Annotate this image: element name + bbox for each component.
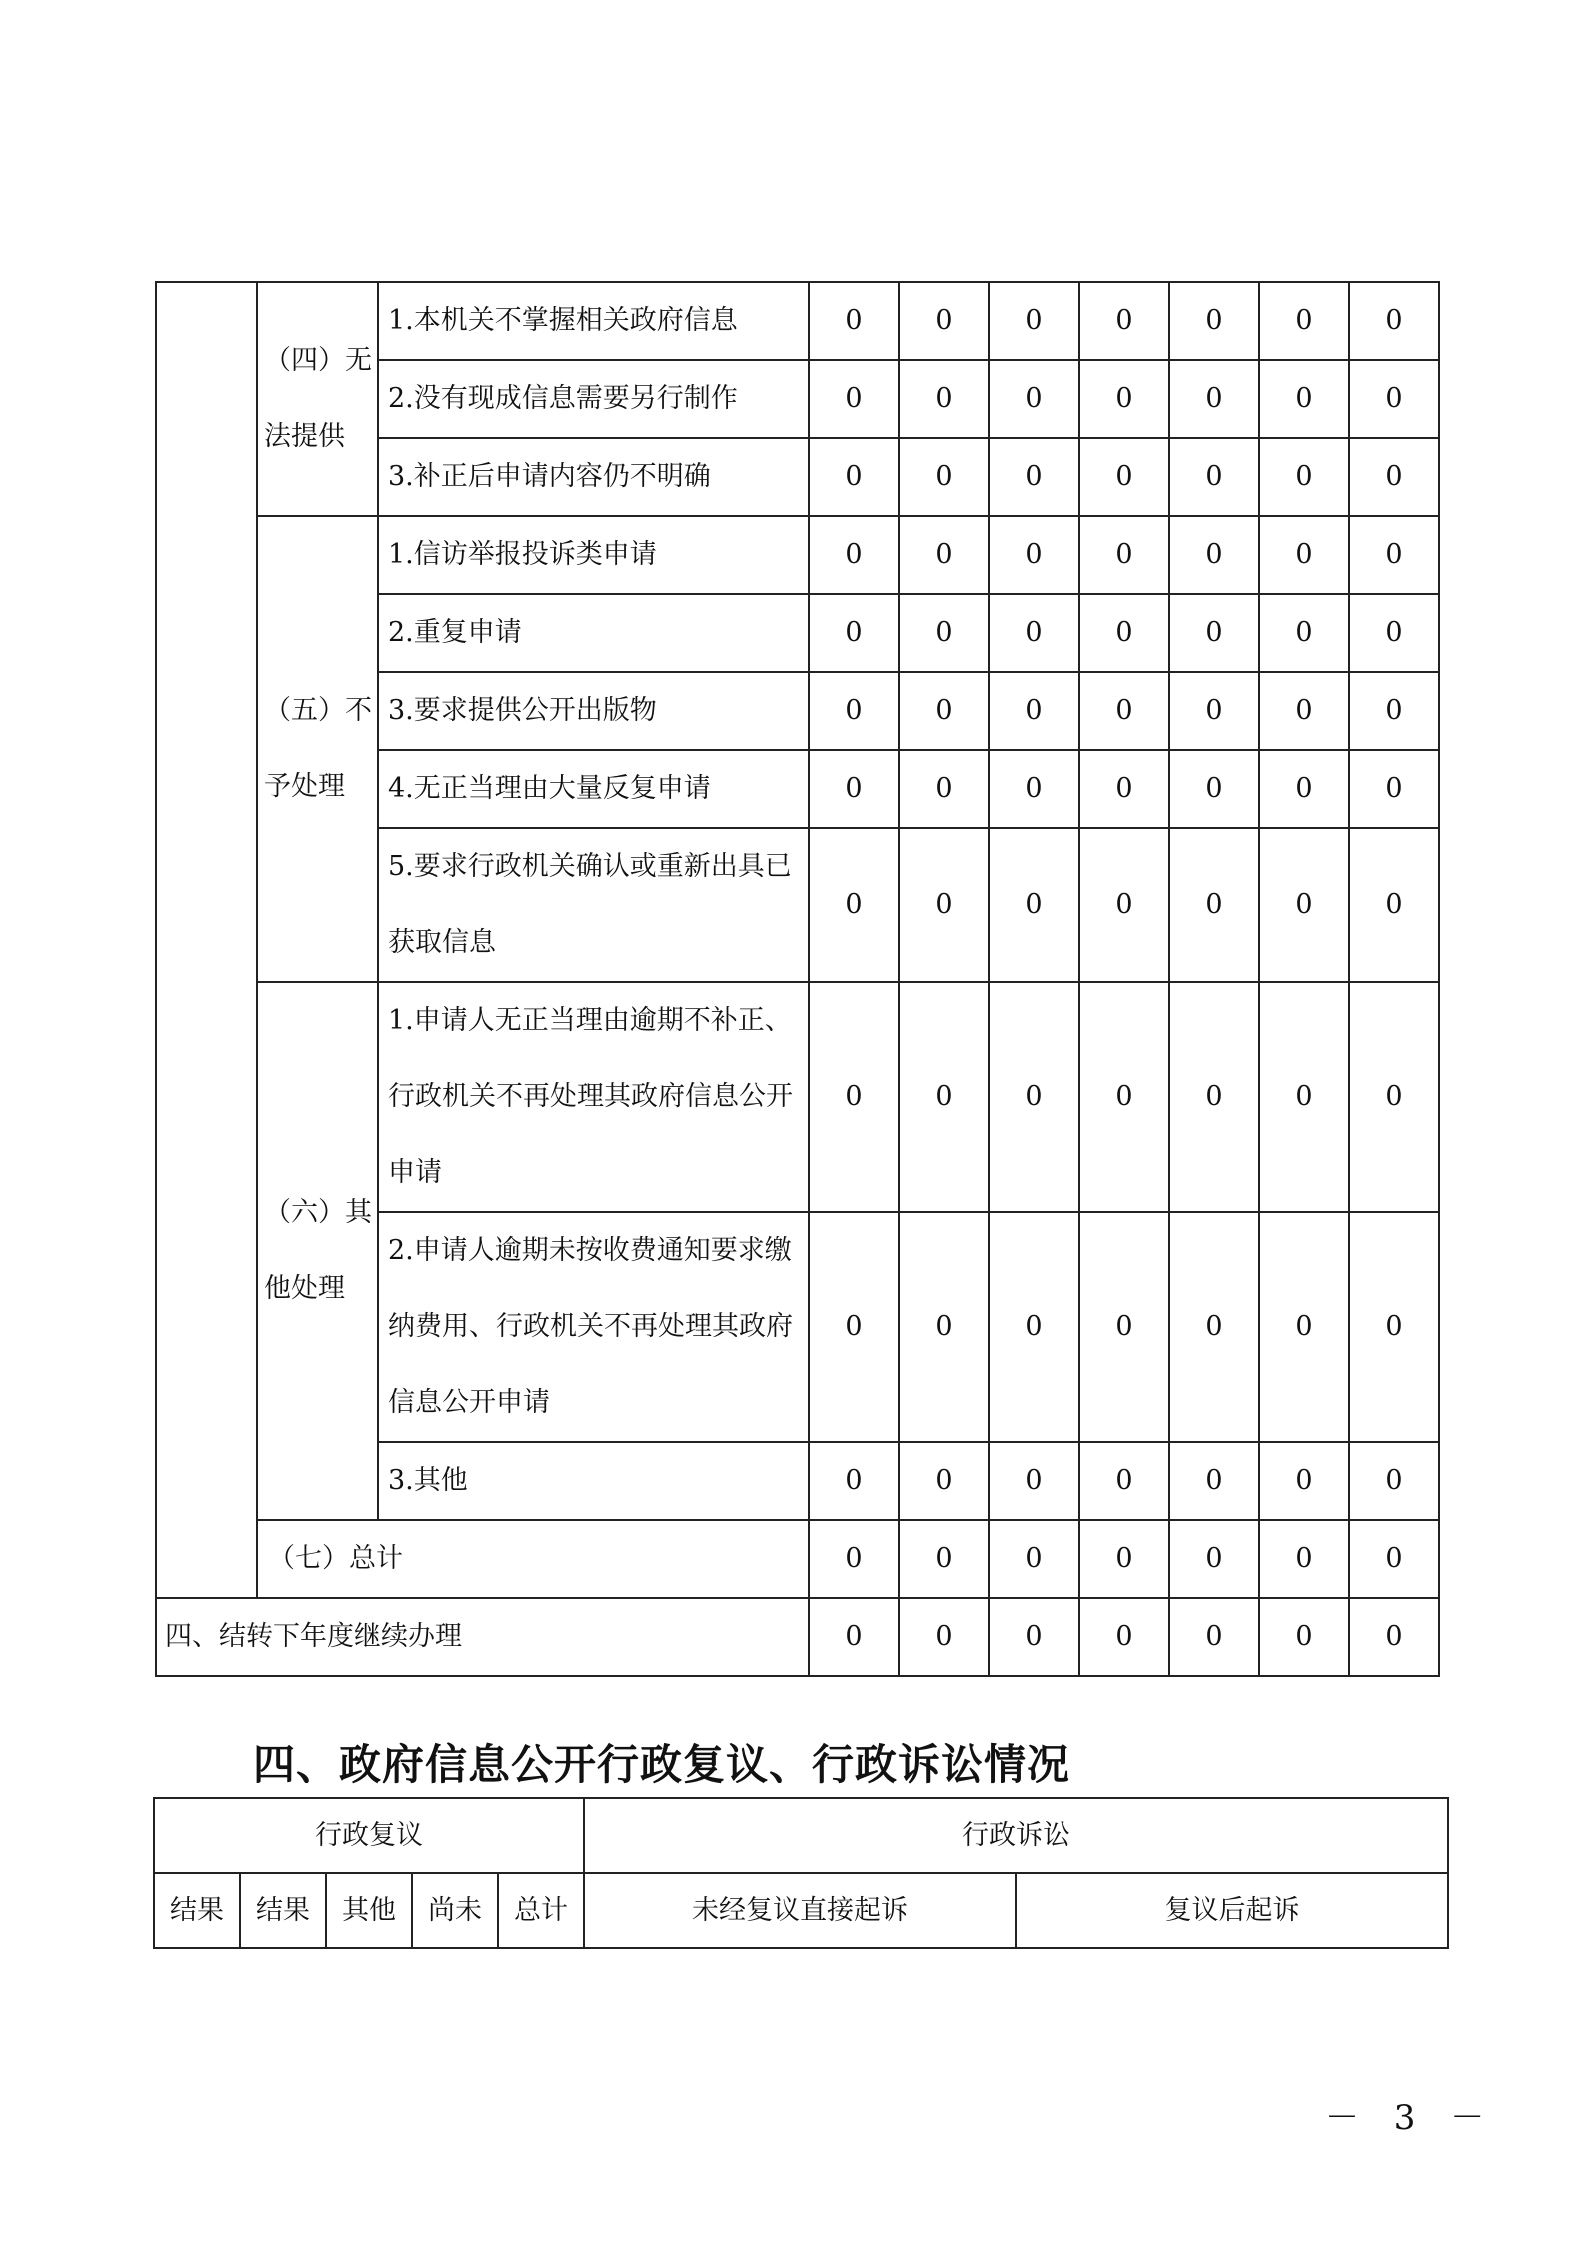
value-cell: 0 (989, 360, 1079, 438)
row-label: 3.其他 (378, 1442, 809, 1520)
subheader-cell: 复议后起诉 (1016, 1873, 1448, 1948)
value-cell: 0 (899, 438, 989, 516)
value-cell: 0 (989, 438, 1079, 516)
value-cell: 0 (1349, 1520, 1439, 1598)
row-label: 1.信访举报投诉类申请 (378, 516, 809, 594)
row-label: 2.重复申请 (378, 594, 809, 672)
header-admin-review: 行政复议 (154, 1798, 584, 1873)
value-cell: 0 (1259, 282, 1349, 360)
value-cell: 0 (1259, 1212, 1349, 1442)
value-cell: 0 (1169, 1598, 1259, 1676)
value-cell: 0 (899, 516, 989, 594)
row-label: 1.本机关不掌握相关政府信息 (378, 282, 809, 360)
value-cell: 0 (1169, 282, 1259, 360)
value-cell: 0 (1169, 1520, 1259, 1598)
value-cell: 0 (1079, 1442, 1169, 1520)
group-label: （六）其他处理 (257, 982, 378, 1520)
value-cell: 0 (899, 672, 989, 750)
value-cell: 0 (989, 982, 1079, 1212)
value-cell: 0 (989, 516, 1079, 594)
value-cell: 0 (899, 1520, 989, 1598)
value-cell: 0 (1349, 438, 1439, 516)
value-cell: 0 (989, 750, 1079, 828)
value-cell: 0 (1079, 828, 1169, 982)
value-cell: 0 (809, 282, 899, 360)
subheader-cell: 结果 (240, 1873, 326, 1948)
row-label: 3.要求提供公开出版物 (378, 672, 809, 750)
value-cell: 0 (1079, 282, 1169, 360)
value-cell: 0 (809, 982, 899, 1212)
value-cell: 0 (1349, 750, 1439, 828)
value-cell: 0 (1349, 1598, 1439, 1676)
value-cell: 0 (899, 1598, 989, 1676)
value-cell: 0 (1349, 516, 1439, 594)
value-cell: 0 (899, 594, 989, 672)
value-cell: 0 (809, 1520, 899, 1598)
value-cell: 0 (1079, 1598, 1169, 1676)
value-cell: 0 (1349, 594, 1439, 672)
value-cell: 0 (989, 1212, 1079, 1442)
row-label: 2.没有现成信息需要另行制作 (378, 360, 809, 438)
carry-over-label: 四、结转下年度继续办理 (156, 1598, 809, 1676)
value-cell: 0 (809, 1212, 899, 1442)
value-cell: 0 (809, 516, 899, 594)
value-cell: 0 (1259, 360, 1349, 438)
value-cell: 0 (1169, 1212, 1259, 1442)
value-cell: 0 (989, 828, 1079, 982)
value-cell: 0 (1349, 828, 1439, 982)
carry-over-row (156, 1598, 1439, 1676)
value-cell: 0 (989, 1598, 1079, 1676)
value-cell: 0 (1169, 360, 1259, 438)
value-cell: 0 (1169, 1442, 1259, 1520)
value-cell: 0 (1169, 982, 1259, 1212)
value-cell: 0 (1079, 750, 1169, 828)
value-cell: 0 (989, 594, 1079, 672)
header-admin-litigation: 行政诉讼 (584, 1798, 1448, 1873)
value-cell: 0 (1169, 672, 1259, 750)
value-cell: 0 (1349, 1442, 1439, 1520)
value-cell: 0 (899, 360, 989, 438)
row-label: 2.申请人逾期未按收费通知要求缴纳费用、行政机关不再处理其政府信息公开申请 (378, 1212, 809, 1442)
value-cell: 0 (1079, 594, 1169, 672)
value-cell: 0 (809, 672, 899, 750)
value-cell: 0 (899, 282, 989, 360)
value-cell: 0 (1079, 672, 1169, 750)
row-label: 5.要求行政机关确认或重新出具已获取信息 (378, 828, 809, 982)
group-label: （四）无法提供 (257, 282, 378, 516)
value-cell: 0 (809, 828, 899, 982)
table-subheader-row (154, 1873, 1448, 1948)
row-label: 4.无正当理由大量反复申请 (378, 750, 809, 828)
review-litigation-table (153, 1797, 1449, 1949)
value-cell: 0 (809, 360, 899, 438)
value-cell: 0 (989, 1442, 1079, 1520)
application-handling-table (155, 281, 1440, 1677)
table-row (156, 282, 1439, 360)
value-cell: 0 (1349, 282, 1439, 360)
value-cell: 0 (1079, 982, 1169, 1212)
value-cell: 0 (989, 672, 1079, 750)
row-label: 3.补正后申请内容仍不明确 (378, 438, 809, 516)
value-cell: 0 (1259, 1520, 1349, 1598)
value-cell: 0 (809, 438, 899, 516)
value-cell: 0 (1079, 1212, 1169, 1442)
value-cell: 0 (1259, 594, 1349, 672)
value-cell: 0 (1079, 438, 1169, 516)
section-heading: 四、政府信息公开行政复议、行政诉讼情况 (253, 1740, 1071, 1789)
table-header-row (154, 1798, 1448, 1873)
subheader-cell: 尚未 (412, 1873, 498, 1948)
value-cell: 0 (1259, 982, 1349, 1212)
value-cell: 0 (1079, 516, 1169, 594)
value-cell: 0 (1079, 1520, 1169, 1598)
value-cell: 0 (1349, 672, 1439, 750)
value-cell: 0 (1169, 516, 1259, 594)
value-cell: 0 (989, 1520, 1079, 1598)
value-cell: 0 (1259, 750, 1349, 828)
value-cell: 0 (1169, 828, 1259, 982)
value-cell: 0 (809, 1442, 899, 1520)
value-cell: 0 (899, 982, 989, 1212)
group-label: （五）不予处理 (257, 516, 378, 982)
value-cell: 0 (809, 594, 899, 672)
value-cell: 0 (809, 1598, 899, 1676)
value-cell: 0 (899, 1212, 989, 1442)
value-cell: 0 (1349, 982, 1439, 1212)
value-cell: 0 (1349, 360, 1439, 438)
subheader-cell: 未经复议直接起诉 (584, 1873, 1016, 1948)
total-label: （七）总计 (257, 1520, 809, 1598)
value-cell: 0 (1259, 672, 1349, 750)
value-cell: 0 (899, 750, 989, 828)
value-cell: 0 (1079, 360, 1169, 438)
blank-outer-cell (156, 282, 257, 1598)
page-number: － 3 － (1325, 2098, 1497, 2138)
total-row (156, 1520, 1439, 1598)
value-cell: 0 (1259, 828, 1349, 982)
value-cell: 0 (1259, 1442, 1349, 1520)
value-cell: 0 (899, 828, 989, 982)
subheader-cell: 其他 (326, 1873, 412, 1948)
subheader-cell: 总计 (498, 1873, 584, 1948)
value-cell: 0 (1259, 438, 1349, 516)
row-label: 1.申请人无正当理由逾期不补正、行政机关不再处理其政府信息公开申请 (378, 982, 809, 1212)
value-cell: 0 (1169, 438, 1259, 516)
value-cell: 0 (809, 750, 899, 828)
value-cell: 0 (1259, 1598, 1349, 1676)
table-row (156, 516, 1439, 594)
subheader-cell: 结果 (154, 1873, 240, 1948)
value-cell: 0 (1169, 594, 1259, 672)
value-cell: 0 (1259, 516, 1349, 594)
value-cell: 0 (1349, 1212, 1439, 1442)
table-row (156, 982, 1439, 1212)
value-cell: 0 (899, 1442, 989, 1520)
value-cell: 0 (1169, 750, 1259, 828)
value-cell: 0 (989, 282, 1079, 360)
